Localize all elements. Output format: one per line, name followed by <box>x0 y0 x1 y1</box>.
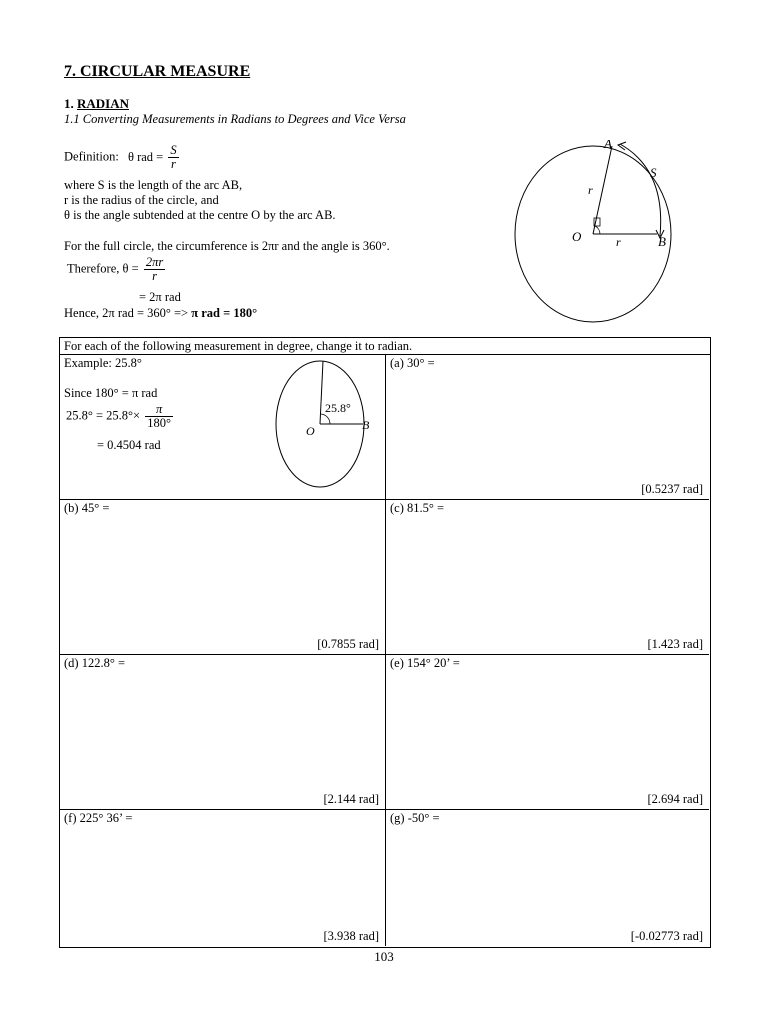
problem-c-answer: [1.423 rad] <box>647 637 703 651</box>
problem-f-answer: [3.938 rad] <box>323 929 379 943</box>
problem-f-label: (f) 225° 36’ = <box>64 811 133 825</box>
section-heading <box>64 96 129 112</box>
main-label-r-base: r <box>616 235 621 249</box>
hence-bold: π rad = 180° <box>191 306 258 320</box>
therefore-fraction <box>144 256 165 283</box>
page-number: 103 <box>374 949 394 964</box>
main-label-s: S <box>650 165 657 180</box>
example-denominator: 180° <box>147 416 171 431</box>
problem-cell-a <box>386 355 709 500</box>
therefore-text: Therefore, θ = <box>67 261 139 276</box>
exercise-table <box>59 337 711 948</box>
table-instruction: For each of the following measurement in degree, change it to radian. <box>60 338 710 355</box>
problem-c-label: (c) 81.5° = <box>390 501 445 515</box>
example-numerator: π <box>145 403 173 417</box>
where-line-3: θ is the angle subtended at the centre O by the arc AB. <box>64 208 336 222</box>
definition-label: Definition: <box>64 149 119 164</box>
example-result: = 0.4504 rad <box>97 438 161 452</box>
hence-line <box>64 306 257 321</box>
example-line-lhs: 25.8° = 25.8°× <box>66 408 141 423</box>
where-line-1: where S is the length of the arc AB, <box>64 178 243 192</box>
problem-e-label: (e) 154° 20’ = <box>390 656 460 670</box>
example-label-b: B <box>362 418 370 432</box>
problem-e-answer: [2.694 rad] <box>647 792 703 806</box>
problem-b-answer: [0.7855 rad] <box>317 637 379 651</box>
problem-g-answer: [-0.02773 rad] <box>630 929 703 943</box>
example-cell <box>60 355 386 500</box>
problem-d-label: (d) 122.8° = <box>64 656 125 670</box>
problem-b-label: (b) 45° = <box>64 501 110 515</box>
main-label-b: B <box>658 234 666 249</box>
problem-cell-e <box>386 655 709 810</box>
problem-cell-b <box>60 500 386 655</box>
therefore-numerator: 2πr <box>145 255 164 269</box>
example-angle-label: 25.8° <box>325 401 351 415</box>
problem-a-label: (a) 30° = <box>390 356 435 370</box>
definition-line <box>64 144 181 171</box>
section-number: 1. <box>64 96 74 111</box>
example-line <box>66 403 175 430</box>
section-subtitle: 1.1 Converting Measurements in Radians to Degrees and Vice Versa <box>64 112 406 126</box>
problem-d-answer: [2.144 rad] <box>323 792 379 806</box>
main-label-o: O <box>572 229 582 244</box>
main-label-r-slant: r <box>588 183 593 197</box>
example-label-o: O <box>306 424 315 438</box>
definition-numerator: S <box>170 143 177 157</box>
example-fraction <box>145 403 173 430</box>
definition-denominator: r <box>171 157 176 172</box>
definition-fraction <box>168 144 178 171</box>
main-label-a: A <box>604 140 612 151</box>
where-line-2: r is the radius of the circle, and <box>64 193 219 207</box>
hence-prefix: Hence, 2π rad = 360° => <box>64 306 192 320</box>
main-circle-diagram <box>508 140 708 330</box>
example-since: Since 180° = π rad <box>64 386 158 400</box>
example-label: Example: 25.8° <box>64 356 142 370</box>
problem-cell-c <box>386 500 709 655</box>
problem-cell-f <box>60 810 386 946</box>
problem-cell-d <box>60 655 386 810</box>
full-circle-result: = 2π rad <box>139 290 181 304</box>
definition-lhs: θ rad = <box>127 149 164 164</box>
example-circle-diagram <box>270 358 376 494</box>
section-title: RADIAN <box>77 96 129 111</box>
problem-cell-g <box>386 810 709 946</box>
therefore-denominator: r <box>152 269 157 284</box>
full-circle-sentence: For the full circle, the circumference is 2πr and the angle is 360°. <box>64 239 390 253</box>
therefore-line <box>67 256 167 283</box>
problem-a-answer: [0.5237 rad] <box>641 482 703 496</box>
chapter-title: 7. CIRCULAR MEASURE <box>64 63 251 80</box>
problem-g-label: (g) -50° = <box>390 811 440 825</box>
